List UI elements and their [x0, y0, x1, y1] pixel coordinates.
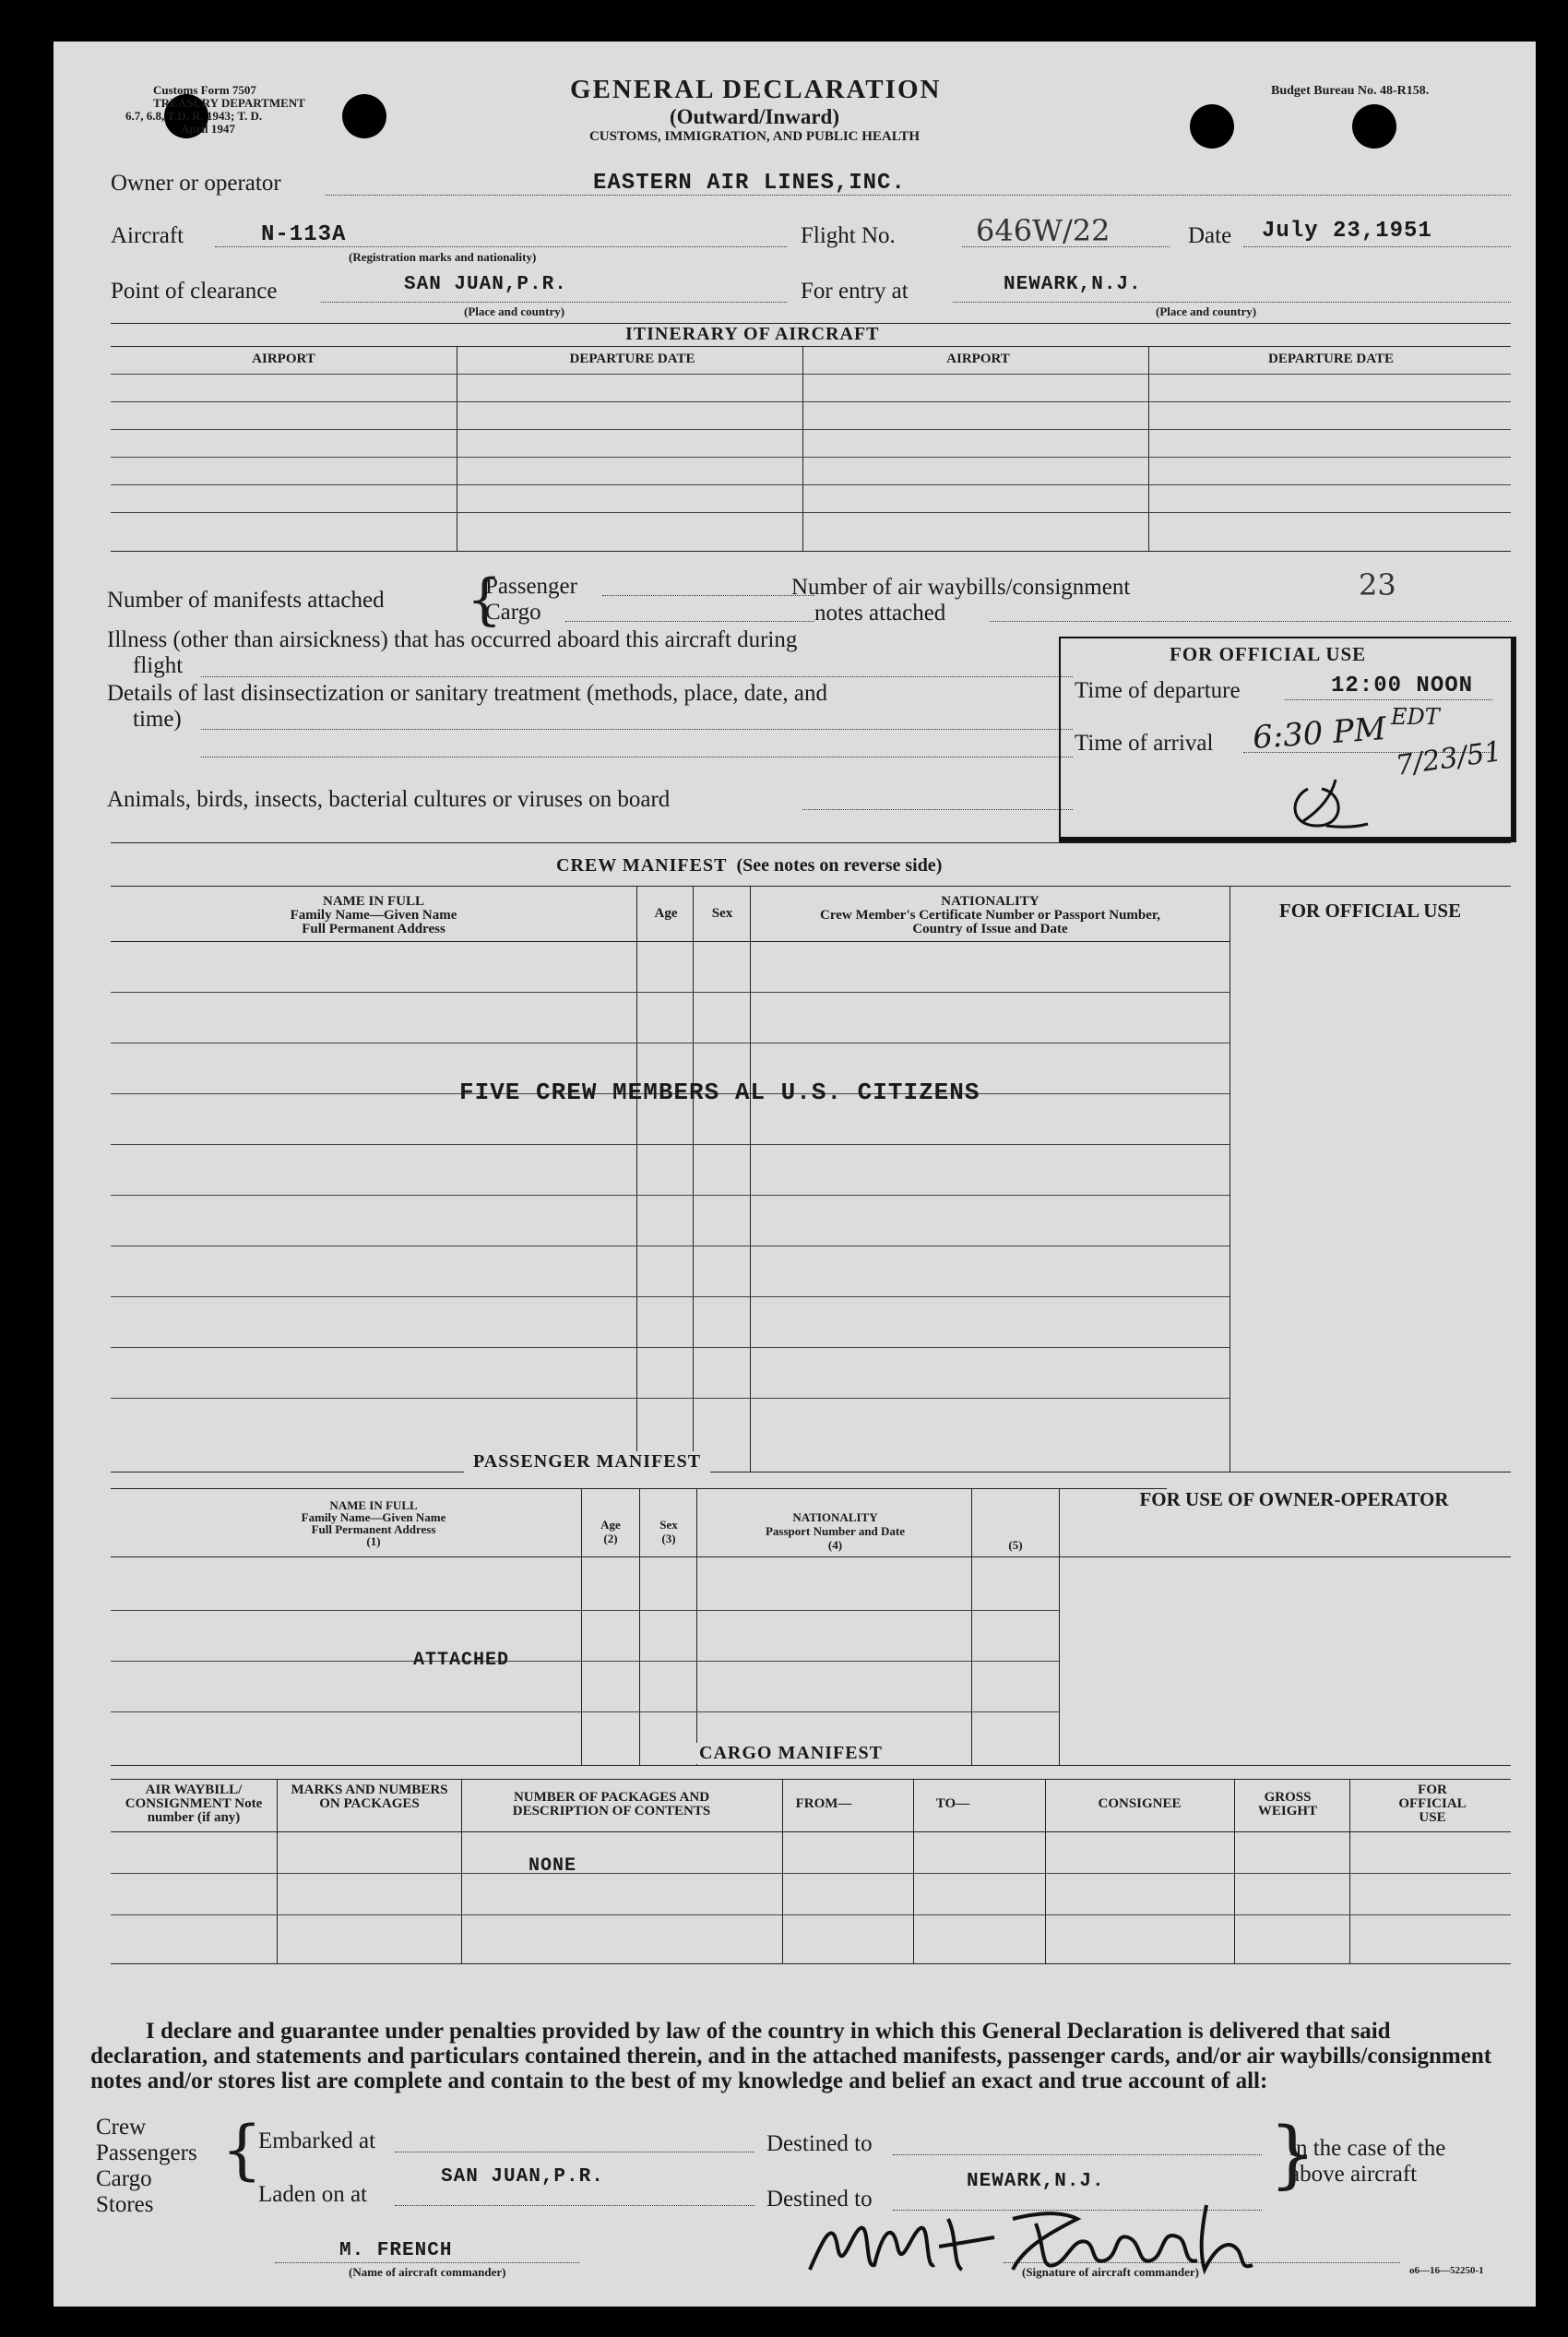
manifests-passenger-line	[602, 595, 814, 596]
crew-divider	[693, 886, 694, 1472]
title-block	[570, 75, 942, 145]
cfr-line: 6.7, 6.8, T.D. R. 1943; T. D.	[125, 109, 263, 123]
declaration-categories	[96, 2115, 197, 2218]
animals-label: Animals, birds, insects, bacterial cultures or viruses on board	[107, 787, 671, 812]
crew-col-age: Age	[654, 906, 678, 921]
illness-line	[201, 676, 1073, 677]
flight-value: 646W/22	[976, 213, 1111, 248]
dept-line: TREASURY DEPARTMENT	[153, 96, 305, 110]
passenger-col-owner: FOR USE OF OWNER-OPERATOR	[1139, 1488, 1449, 1510]
itinerary-row-line	[111, 484, 1511, 485]
crew-header-bottom	[111, 941, 1229, 942]
itinerary-col-airport-2: AIRPORT	[946, 352, 1010, 366]
cargo-divider	[913, 1779, 914, 1963]
passenger-title: PASSENGER MANIFEST	[464, 1451, 710, 1473]
crew-col-nationality	[753, 895, 1228, 936]
passenger-divider	[1059, 1488, 1060, 1765]
cargo-divider	[461, 1779, 462, 1963]
cargo-divider	[1045, 1779, 1046, 1963]
destined-label-1: Destined to	[766, 2131, 873, 2156]
aircraft-value: N-113A	[261, 222, 347, 247]
waybills-label-2: notes attached	[814, 601, 946, 626]
illness-label-2: flight	[133, 653, 184, 678]
crew-header-top	[111, 886, 1511, 887]
passenger-col-name-3: Full Permanent Address	[311, 1522, 436, 1536]
form-title: GENERAL DECLARATION	[570, 75, 942, 104]
laden-line	[395, 2205, 754, 2206]
crew-row-line	[111, 1347, 1229, 1348]
passenger-divider	[639, 1488, 640, 1765]
cargo-row-line	[111, 1873, 1511, 1874]
official-box-title: FOR OFFICIAL USE	[1170, 643, 1367, 665]
arrival-value: 6:30 PM	[1251, 709, 1388, 757]
declaration-passengers: Passengers	[96, 2140, 197, 2165]
form-number: Customs Form 7507	[153, 83, 256, 97]
crew-col-name	[111, 895, 636, 936]
passenger-col-sex-num: (3)	[661, 1532, 676, 1545]
crew-col-name-2: Family Name—Given Name	[290, 908, 457, 923]
declaration-crew: Crew	[96, 2115, 147, 2140]
flight-label: Flight No.	[801, 223, 896, 248]
punch-hole	[342, 94, 386, 138]
crew-col-nat-1: NATIONALITY	[941, 894, 1039, 909]
itinerary-title: ITINERARY OF AIRCRAFT	[625, 324, 880, 344]
arrival-note: EDT	[1391, 704, 1440, 730]
manifests-passenger-label: Passenger	[485, 574, 577, 599]
entry-line	[953, 302, 1511, 303]
cargo-divider	[277, 1779, 278, 1963]
crew-row-line	[111, 1195, 1229, 1196]
declaration-stores: Stores	[96, 2192, 154, 2217]
case-note	[1289, 2136, 1445, 2188]
passenger-row-line	[111, 1610, 1059, 1611]
itinerary-divider	[1148, 346, 1149, 551]
cargo-col-packages: NUMBER OF PACKAGES AND DESCRIPTION OF CONTENTS	[512, 1790, 711, 1818]
itinerary-col-date-1: DEPARTURE DATE	[569, 352, 695, 366]
manifests-brace: {	[467, 567, 503, 632]
passenger-header-bottom	[111, 1556, 1511, 1557]
crew-col-name-3: Full Permanent Address	[302, 922, 445, 936]
crew-title-note: (See notes on reverse side)	[736, 855, 943, 876]
crew-divider	[750, 886, 751, 1472]
aircraft-note: (Registration marks and nationality)	[349, 250, 537, 264]
punch-hole	[1190, 104, 1234, 149]
departure-line	[1285, 699, 1492, 700]
itinerary-col-airport-1: AIRPORT	[252, 352, 315, 366]
commander-name: M. FRENCH	[339, 2240, 453, 2261]
case-note-2: above aircraft	[1289, 2162, 1418, 2187]
form-subtitle: (Outward/Inward)	[669, 105, 839, 128]
crew-col-name-1: NAME IN FULL	[322, 894, 424, 909]
date-line	[1243, 246, 1511, 247]
itinerary-row-line	[111, 429, 1511, 430]
manifests-cargo-label: Cargo	[485, 600, 541, 625]
passenger-col-name-1: NAME IN FULL	[329, 1498, 418, 1512]
crew-title-row	[556, 855, 942, 876]
form-subtitle-2: CUSTOMS, IMMIGRATION, AND PUBLIC HEALTH	[588, 129, 921, 144]
itinerary-bottom-border	[111, 551, 1511, 552]
aircraft-label: Aircraft	[111, 223, 184, 248]
passenger-col-name	[111, 1499, 636, 1547]
destined-value: NEWARK,N.J.	[967, 2171, 1105, 2192]
entry-note: (Place and country)	[1156, 304, 1257, 318]
crew-bottom-border	[111, 1472, 1511, 1473]
crew-col-nat-2: Crew Member's Certificate Number or Passport Number,	[820, 908, 1160, 923]
punch-hole	[1352, 104, 1396, 149]
cargo-row-line	[111, 1914, 1511, 1915]
crew-entry: FIVE CREW MEMBERS AL U.S. CITIZENS	[459, 1079, 980, 1106]
passenger-divider	[971, 1488, 972, 1765]
owner-label: Owner or operator	[111, 171, 281, 196]
clearance-note: (Place and country)	[464, 304, 565, 318]
crew-title: CREW MANIFEST	[556, 855, 728, 876]
arrival-label: Time of arrival	[1075, 731, 1214, 756]
form-meta	[125, 83, 305, 136]
crew-divider	[636, 886, 637, 1472]
passenger-entry: ATTACHED	[413, 1650, 510, 1671]
crew-col-sex: Sex	[711, 906, 733, 921]
cargo-col-weight: GROSS WEIGHT	[1257, 1790, 1318, 1818]
itinerary-row-line	[111, 457, 1511, 458]
declaration-text: I declare and guarantee under penalties provided by law of the country in which this General Declaration is delivered that said declaration, and statements and particulars contained therein, and in the attached manifests, passenger cards, and/or air waybills/consignment notes and/or stores list are complete and contain to the best of my knowledge and belief an exact and true account of all:	[90, 2019, 1492, 2093]
crew-row-line	[111, 992, 1229, 993]
passenger-col-age-num: (2)	[603, 1532, 618, 1545]
departure-label: Time of departure	[1075, 678, 1241, 703]
passenger-divider	[696, 1488, 697, 1765]
commander-name-label: (Name of aircraft commander)	[349, 2265, 506, 2279]
passenger-col-sex	[641, 1518, 696, 1545]
itinerary-row-line	[111, 401, 1511, 402]
passenger-col-nat-2: Passport Number and Date	[765, 1524, 906, 1538]
passenger-col-age	[584, 1518, 637, 1545]
passenger-divider	[581, 1488, 582, 1765]
cargo-col-waybill: AIR WAYBILL/ CONSIGNMENT Note number (if any)	[125, 1783, 263, 1825]
embarked-label: Embarked at	[258, 2128, 376, 2153]
cargo-col-to: TO—	[935, 1796, 970, 1811]
commander-name-line	[275, 2262, 579, 2263]
crew-col-nat-3: Country of Issue and Date	[912, 922, 1068, 936]
destined-line-1	[893, 2154, 1262, 2155]
waybills-label: Number of air waybills/consignment	[791, 575, 1131, 600]
clearance-value: SAN JUAN,P.R.	[404, 274, 567, 295]
manifests-label: Number of manifests attached	[107, 588, 385, 613]
cargo-col-official: FOR OFFICIAL USE	[1398, 1783, 1467, 1825]
itinerary-header-border	[111, 346, 1511, 347]
categories-brace: {	[221, 2112, 263, 2188]
cargo-col-from: FROM—	[795, 1796, 852, 1811]
cargo-divider	[1234, 1779, 1235, 1963]
crew-row-line	[111, 1398, 1229, 1399]
passenger-bottom-border	[111, 1765, 1511, 1766]
disinsect-label-2: time)	[133, 707, 182, 732]
passenger-col-sex-label: Sex	[659, 1518, 678, 1532]
passenger-col-age-label: Age	[600, 1518, 621, 1532]
disinsect-line	[201, 729, 1073, 730]
waybills-line	[990, 621, 1511, 622]
cargo-divider	[782, 1779, 783, 1963]
destination-brace: }	[1269, 2111, 1316, 2197]
clearance-label: Point of clearance	[111, 279, 278, 304]
passenger-col-nat-num: (4)	[827, 1538, 843, 1552]
date-line: April 1947	[181, 122, 235, 136]
illness-label: Illness (other than airsickness) that has occurred aboard this aircraft during	[107, 627, 798, 652]
passenger-col-nat-1: NATIONALITY	[792, 1510, 878, 1524]
official-initials-mark	[1280, 770, 1372, 835]
animals-line	[802, 809, 1073, 810]
crew-row-line	[111, 1144, 1229, 1145]
date-label: Date	[1188, 223, 1232, 248]
cargo-header-bottom	[111, 1831, 1511, 1832]
declaration-form	[53, 42, 1536, 2307]
crew-row-line	[111, 1296, 1229, 1297]
owner-value: EASTERN AIR LINES,INC.	[593, 171, 906, 196]
clearance-line	[321, 302, 787, 303]
arrival-date: 7/23/51	[1394, 735, 1504, 782]
itinerary-divider	[802, 346, 803, 551]
cargo-col-consignee: CONSIGNEE	[1098, 1796, 1182, 1811]
destined-label-2: Destined to	[766, 2187, 873, 2212]
crew-divider	[1229, 886, 1230, 1472]
passenger-row-line	[111, 1661, 1059, 1662]
waybills-value: 23	[1359, 567, 1396, 602]
passenger-col-nationality	[699, 1510, 971, 1552]
crew-top-border	[111, 842, 1511, 843]
cargo-col-marks: MARKS AND NUMBERS ON PACKAGES	[291, 1783, 448, 1811]
itinerary-row-line	[111, 374, 1511, 375]
cargo-title: CARGO MANIFEST	[690, 1743, 892, 1764]
itinerary-row-line	[111, 512, 1511, 513]
passenger-col-name-2: Family Name—Given Name	[301, 1510, 446, 1524]
disinsect-label: Details of last disinsectization or sanitary treatment (methods, place, date, and	[107, 681, 827, 706]
case-note-1: in the case of the	[1289, 2136, 1446, 2161]
entry-value: NEWARK,N.J.	[1004, 274, 1142, 295]
date-value: July 23,1951	[1262, 219, 1432, 244]
crew-col-official: FOR OFFICIAL USE	[1278, 900, 1462, 922]
departure-value: 12:00 NOON	[1331, 674, 1474, 698]
owner-line	[326, 195, 1511, 196]
passenger-row-line	[111, 1711, 1059, 1712]
itinerary-col-date-2: DEPARTURE DATE	[1267, 352, 1394, 366]
declaration-cargo: Cargo	[96, 2166, 152, 2191]
entry-label: For entry at	[801, 279, 909, 304]
laden-value: SAN JUAN,P.R.	[441, 2166, 604, 2188]
passenger-col-5: (5)	[1008, 1538, 1023, 1552]
print-code: o6—16—52250-1	[1409, 2265, 1484, 2276]
passenger-col-name-num: (1)	[366, 1534, 381, 1548]
cargo-entry: NONE	[529, 1855, 577, 1877]
manifests-cargo-line	[565, 621, 814, 622]
laden-label: Laden on at	[258, 2182, 368, 2207]
budget-number: Budget Bureau No. 48-R158.	[1271, 84, 1430, 98]
cargo-divider	[1349, 1779, 1350, 1963]
cargo-header-top	[111, 1779, 1511, 1780]
signature-label: (Signature of aircraft commander)	[1022, 2265, 1199, 2279]
cargo-bottom-border	[111, 1963, 1511, 1964]
